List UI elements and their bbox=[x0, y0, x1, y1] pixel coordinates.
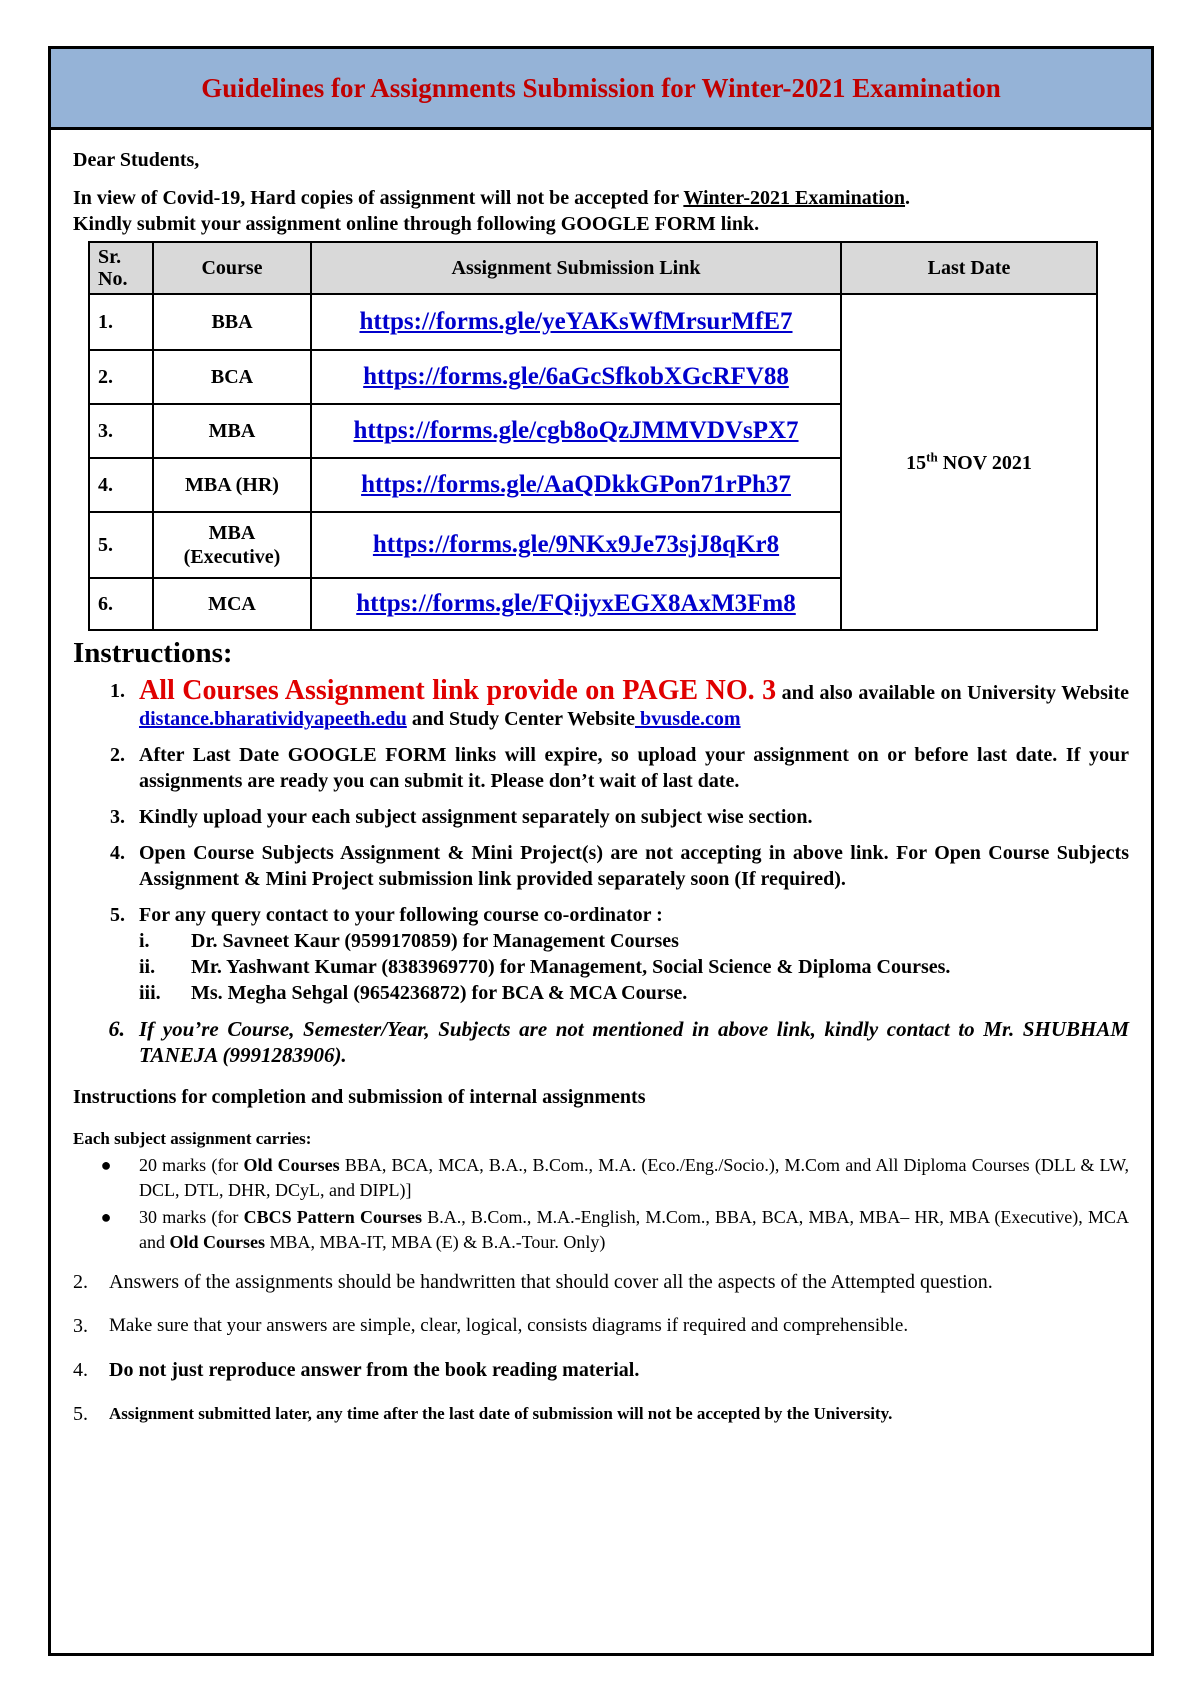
completion-list bbox=[73, 1269, 1129, 1427]
list-item bbox=[73, 902, 1129, 1006]
coordinator-text: Dr. Savneet Kaur (9599170859) for Management Courses bbox=[191, 930, 679, 952]
item-text: Make sure that your answers are simple, clear, logical, consists diagrams if required and comprehensible. bbox=[109, 1315, 909, 1336]
item-text: After Last Date GOOGLE FORM links will expire, so upload your assignment on or before last date. If your assignments are ready you can submit it. Please don’t wait of last date. bbox=[139, 744, 1129, 792]
list-item bbox=[73, 1016, 1129, 1068]
b1-b: Old Courses bbox=[243, 1155, 340, 1175]
b2-b: CBCS Pattern Courses bbox=[243, 1207, 422, 1227]
item-number: 3. bbox=[73, 1315, 88, 1337]
page-title: Guidelines for Assignments Submission for Winter-2021 Examination bbox=[201, 72, 1001, 103]
item-text: Assignment submitted later, any time after the last date of submission will not be accepted by the University. bbox=[109, 1404, 893, 1423]
b2-a: 30 marks (for bbox=[139, 1207, 244, 1227]
item-number: 4. bbox=[110, 842, 125, 864]
row-course: MCA bbox=[153, 578, 311, 630]
page-no-notice: All Courses Assignment link provide on PAGE NO. 3 bbox=[139, 675, 777, 706]
item-number: 1. bbox=[110, 680, 125, 702]
page-frame bbox=[48, 46, 1154, 1656]
row-course: MBA bbox=[153, 404, 311, 458]
submission-link[interactable]: https://forms.gle/cgb8oQzJMMVDVsPX7 bbox=[353, 417, 799, 444]
row-sr: 6. bbox=[89, 578, 153, 630]
item-text: If you’re Course, Semester/Year, Subjects are not mentioned in above link, kindly contact to Mr. SHUBHAM TANEJA (9991283906). bbox=[139, 1017, 1129, 1067]
list-item bbox=[73, 1357, 1129, 1383]
item-text: Answers of the assignments should be handwritten that should cover all the aspects of the Attempted question. bbox=[109, 1271, 993, 1293]
bullet-icon: ● bbox=[100, 1207, 112, 1227]
header-sr: Sr. No. bbox=[89, 242, 153, 294]
roman-number: iii. bbox=[139, 982, 161, 1004]
intro-line2: Kindly submit your assignment online through following GOOGLE FORM link. bbox=[73, 213, 760, 235]
row-sr: 2. bbox=[89, 350, 153, 404]
last-date-day: 15 bbox=[906, 451, 927, 474]
item-text bbox=[139, 1153, 1129, 1203]
coordinator-item bbox=[139, 954, 1129, 980]
university-website-link[interactable]: distance.bharatividyapeeth.edu bbox=[139, 708, 407, 730]
content bbox=[73, 127, 1129, 1445]
item-text bbox=[139, 675, 1129, 732]
row-link-cell bbox=[311, 294, 841, 350]
item-text-a: and also available on University Website bbox=[776, 682, 1129, 704]
last-date bbox=[906, 449, 1032, 474]
intro-line1-a: In view of Covid-19, Hard copies of assignment will not be accepted for bbox=[73, 187, 684, 209]
item-number: 5. bbox=[110, 904, 125, 926]
coordinator-item bbox=[139, 928, 1129, 954]
item-number: 2. bbox=[110, 744, 125, 766]
last-date-cell bbox=[841, 294, 1097, 630]
item-text: Kindly upload your each subject assignment separately on subject wise section. bbox=[139, 806, 813, 828]
submission-link[interactable]: https://forms.gle/yeYAKsWfMrsurMfE7 bbox=[359, 308, 793, 335]
list-item bbox=[73, 742, 1129, 794]
item-text: Open Course Subjects Assignment & Mini Project(s) are not accepting in above link. For Open Course Subjects Assignment & Mini Project submission link provided separately soon (If required). bbox=[139, 842, 1129, 890]
row-link-cell bbox=[311, 458, 841, 512]
last-date-rest: NOV 2021 bbox=[937, 451, 1032, 474]
row-course: BCA bbox=[153, 350, 311, 404]
row-link-cell bbox=[311, 350, 841, 404]
study-center-link[interactable]: bvusde.com bbox=[635, 708, 741, 730]
list-item bbox=[73, 675, 1129, 732]
coordinator-text: Ms. Megha Sehgal (9654236872) for BCA & MCA Course. bbox=[191, 982, 688, 1004]
list-item bbox=[73, 840, 1129, 892]
item-text bbox=[139, 902, 1129, 1006]
row-course: MBA (HR) bbox=[153, 458, 311, 512]
instructions-heading: Instructions: bbox=[73, 637, 233, 669]
greeting: Dear Students, bbox=[73, 149, 200, 171]
row-link-cell bbox=[311, 512, 841, 578]
last-date-sup: th bbox=[926, 449, 938, 465]
item-text bbox=[139, 1205, 1129, 1255]
bullet-icon: ● bbox=[100, 1155, 112, 1175]
item-text-b: and Study Center Website bbox=[406, 708, 635, 730]
coordinator-text: Mr. Yashwant Kumar (8383969770) for Management, Social Science & Diploma Courses. bbox=[191, 956, 951, 978]
row-sr: 4. bbox=[89, 458, 153, 512]
header-course: Course bbox=[153, 242, 311, 294]
list-item bbox=[73, 1269, 1129, 1295]
roman-number: i. bbox=[139, 930, 150, 952]
row-course: BBA bbox=[153, 294, 311, 350]
intro-text bbox=[73, 185, 1129, 237]
table-header-row bbox=[89, 242, 1097, 294]
item-text: Do not just reproduce answer from the book reading material. bbox=[109, 1359, 640, 1381]
item-number: 2. bbox=[73, 1271, 88, 1293]
coordinator-intro: For any query contact to your following course co-ordinator : bbox=[139, 904, 663, 926]
header-link: Assignment Submission Link bbox=[311, 242, 841, 294]
item-number: 5. bbox=[73, 1403, 88, 1425]
row-sr: 1. bbox=[89, 294, 153, 350]
intro-line1-b: . bbox=[905, 187, 911, 209]
row-link-cell bbox=[311, 578, 841, 630]
roman-number: ii. bbox=[139, 956, 156, 978]
submission-link[interactable]: https://forms.gle/9NKx9Je73sjJ8qKr8 bbox=[372, 531, 780, 558]
exam-name: Winter-2021 Examination bbox=[683, 187, 906, 209]
list-item bbox=[73, 1205, 1129, 1255]
row-course: MBA (Executive) bbox=[153, 512, 311, 578]
item-number: 4. bbox=[73, 1359, 88, 1381]
row-sr: 5. bbox=[89, 512, 153, 578]
b1-c: BBA, BCA, MCA, B.A., B.Com., M.A. (Eco./Eng./Socio.), M.Com and All Diploma Courses (DLL & LW, DCL, DTL, DHR, DCyL, and DIPL)] bbox=[139, 1155, 1129, 1200]
item-number: 3. bbox=[110, 806, 125, 828]
b1-a: 20 marks (for bbox=[139, 1155, 244, 1175]
coordinator-item bbox=[139, 980, 1129, 1006]
table-row bbox=[89, 294, 1097, 350]
list-item bbox=[73, 804, 1129, 830]
b2-d: Old Courses bbox=[169, 1232, 266, 1252]
b2-c: B.A., B.Com., M.A.-English, M.Com., BBA, BCA, MBA, MBA– HR, MBA (Executive), MCA and bbox=[139, 1207, 1129, 1252]
list-item bbox=[73, 1313, 1129, 1339]
links-table bbox=[88, 241, 1098, 631]
marks-list bbox=[73, 1153, 1129, 1255]
list-item bbox=[73, 1153, 1129, 1203]
item-number: 6. bbox=[108, 1016, 125, 1041]
completion-heading: Instructions for completion and submission of internal assignments bbox=[73, 1086, 646, 1108]
instructions-list bbox=[73, 675, 1129, 1068]
submission-link[interactable]: https://forms.gle/FQijyxEGX8AxM3Fm8 bbox=[356, 590, 796, 617]
list-item bbox=[73, 1401, 1129, 1427]
row-link-cell bbox=[311, 404, 841, 458]
header-last-date: Last Date bbox=[841, 242, 1097, 294]
title-banner bbox=[51, 49, 1151, 130]
b2-e: MBA, MBA-IT, MBA (E) & B.A.-Tour. Only) bbox=[265, 1232, 606, 1252]
carries-label: Each subject assignment carries: bbox=[73, 1129, 312, 1148]
submission-link[interactable]: https://forms.gle/AaQDkkGPon71rPh37 bbox=[361, 471, 791, 498]
submission-link[interactable]: https://forms.gle/6aGcSfkobXGcRFV88 bbox=[363, 363, 789, 390]
row-sr: 3. bbox=[89, 404, 153, 458]
